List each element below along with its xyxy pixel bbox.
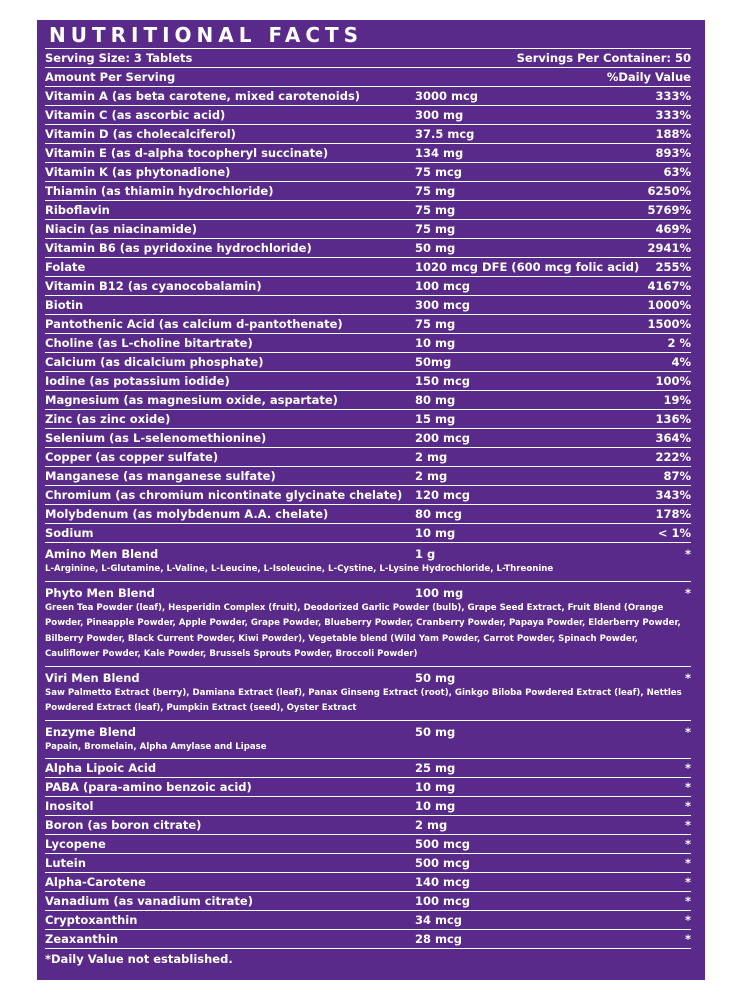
nutrient-row <box>45 797 691 816</box>
nutrient-name: Inositol <box>45 799 94 813</box>
nutrient-row <box>45 448 691 467</box>
nutrient-amount: 120 mcg <box>415 488 471 502</box>
nutrient-daily-value: 2 % <box>667 336 691 350</box>
nutrient-amount: 37.5 mcg <box>415 127 475 141</box>
nutrient-daily-value: 6250% <box>647 184 691 198</box>
nutrient-name: Pantothenic Acid (as calcium d-pantothenate) <box>45 317 343 331</box>
nutrient-amount: 2 mg <box>415 818 448 832</box>
blend-amount: 50 mg <box>415 724 456 739</box>
nutrient-row <box>45 873 691 892</box>
nutrient-row <box>45 201 691 220</box>
nutrient-name: Vitamin A (as beta carotene, mixed carotenoids) <box>45 89 361 103</box>
nutrient-name: Selenium (as L-selenomethionine) <box>45 431 267 445</box>
nutrient-amount: 80 mcg <box>415 507 463 521</box>
nutrient-amount: 50 mg <box>415 241 456 255</box>
nutrient-daily-value: * <box>684 856 691 870</box>
nutrient-row <box>45 372 691 391</box>
nutrient-amount: 150 mcg <box>415 374 471 388</box>
blend-ingredients: Saw Palmetto Extract (berry), Damiana Extract (leaf), Panax Ginseng Extract (root), Ginkgo Biloba Powdered Extract (leaf), Nettles Powdered Extract (leaf), Pumpkin Extract (seed), Oyster Extract <box>45 687 682 713</box>
nutrient-daily-value: * <box>684 932 691 946</box>
nutrient-name: Lutein <box>45 856 86 870</box>
nutrient-daily-value: 188% <box>655 127 691 141</box>
nutrient-amount: 25 mg <box>415 761 456 775</box>
nutrient-amount: 2 mg <box>415 450 448 464</box>
nutrient-row <box>45 106 691 125</box>
nutrient-row <box>45 391 691 410</box>
blend-name: Amino Men Blend <box>45 547 159 561</box>
blend-name: Enzyme Blend <box>45 724 136 739</box>
nutrient-name: Riboflavin <box>45 203 110 217</box>
nutrient-row <box>45 296 691 315</box>
nutrient-daily-value: 178% <box>655 507 691 521</box>
nutrient-amount: 75 mg <box>415 317 456 331</box>
nutrient-row <box>45 163 691 182</box>
blend-header <box>45 585 691 601</box>
nutrient-daily-value: 5769% <box>647 203 691 217</box>
nutrient-amount: 75 mcg <box>415 165 463 179</box>
nutrient-amount: 15 mg <box>415 412 456 426</box>
nutrient-daily-value: 222% <box>655 450 691 464</box>
nutrient-daily-value: 1500% <box>647 317 691 331</box>
nutrient-list <box>45 87 691 543</box>
nutrient-daily-value: * <box>684 875 691 889</box>
nutrient-name: Niacin (as niacinamide) <box>45 222 197 236</box>
daily-value-label: %Daily Value <box>606 70 691 84</box>
blend-header <box>45 724 691 740</box>
nutrient-name: Vitamin B6 (as pyridoxine hydrochloride) <box>45 241 312 255</box>
nutrient-amount: 10 mg <box>415 336 456 350</box>
nutrient-row <box>45 854 691 873</box>
nutrient-daily-value: 255% <box>655 260 691 274</box>
nutrient-daily-value: * <box>684 818 691 832</box>
serving-size: Serving Size: 3 Tablets <box>45 51 193 65</box>
nutrient-amount: 10 mg <box>415 780 456 794</box>
nutrient-row <box>45 930 691 949</box>
nutrient-amount: 500 mcg <box>415 856 471 870</box>
nutrient-name: Biotin <box>45 298 84 312</box>
nutrient-amount: 100 mcg <box>415 894 471 908</box>
nutrient-daily-value: < 1% <box>657 526 691 540</box>
nutrient-name: Calcium (as dicalcium phosphate) <box>45 355 264 369</box>
nutrient-amount: 500 mcg <box>415 837 471 851</box>
blend-name: Phyto Men Blend <box>45 585 155 600</box>
nutrient-name: Copper (as copper sulfate) <box>45 450 219 464</box>
nutrient-amount: 75 mg <box>415 222 456 236</box>
footnote: *Daily Value not established. <box>45 952 233 966</box>
nutrient-row <box>45 835 691 854</box>
nutrient-amount: 75 mg <box>415 203 456 217</box>
panel-title: NUTRITIONAL FACTS <box>45 20 691 49</box>
nutrient-amount: 10 mg <box>415 799 456 813</box>
nutrient-daily-value: * <box>684 837 691 851</box>
blend-amount: 50 mg <box>415 670 456 685</box>
nutrient-row <box>45 258 691 277</box>
nutrient-daily-value: 4167% <box>647 279 691 293</box>
nutrient-name: Alpha Lipoic Acid <box>45 761 157 775</box>
nutrient-amount: 1020 mcg DFE (600 mcg folic acid) <box>415 260 640 274</box>
column-header <box>45 68 691 87</box>
nutrient-name: Vitamin B12 (as cyanocobalamin) <box>45 279 262 293</box>
blend-block <box>45 543 691 582</box>
nutrient-name: Vitamin C (as ascorbic acid) <box>45 108 226 122</box>
servings-per-container: Servings Per Container: 50 <box>516 51 691 65</box>
blend-list <box>45 543 691 759</box>
nutrient-name: Thiamin (as thiamin hydrochloride) <box>45 184 274 198</box>
nutrient-row <box>45 334 691 353</box>
nutrient-name: Vanadium (as vanadium citrate) <box>45 894 253 908</box>
nutrient-name: Choline (as L-choline bitartrate) <box>45 336 253 350</box>
nutrient-daily-value: 333% <box>655 89 691 103</box>
nutrient-amount: 300 mg <box>415 108 464 122</box>
nutrient-daily-value: 63% <box>663 165 691 179</box>
blend-daily-value: * <box>684 724 691 739</box>
nutrient-row <box>45 239 691 258</box>
amount-per-serving-label: Amount Per Serving <box>45 70 176 84</box>
nutrient-name: Iodine (as potassium iodide) <box>45 374 230 388</box>
other-ingredient-list <box>45 759 691 949</box>
blend-block <box>45 667 691 721</box>
nutrient-row <box>45 816 691 835</box>
nutrient-row <box>45 429 691 448</box>
nutrient-row <box>45 277 691 296</box>
blend-amount: 1 g <box>415 547 436 561</box>
blend-header <box>45 670 691 686</box>
nutrient-daily-value: 87% <box>663 469 691 483</box>
blend-block <box>45 721 691 760</box>
nutrient-daily-value: 1000% <box>647 298 691 312</box>
blend-amount: 100 mg <box>415 585 464 600</box>
nutrient-name: Boron (as boron citrate) <box>45 818 202 832</box>
nutrition-facts-panel <box>37 20 705 980</box>
nutrient-row <box>45 486 691 505</box>
nutrient-name: Vitamin E (as d-alpha tocopheryl succinate) <box>45 146 329 160</box>
nutrient-daily-value: * <box>684 799 691 813</box>
nutrient-amount: 28 mcg <box>415 932 463 946</box>
blend-header <box>45 546 691 562</box>
nutrient-name: PABA (para-amino benzoic acid) <box>45 780 252 794</box>
blend-daily-value: * <box>684 547 691 561</box>
nutrient-amount: 200 mcg <box>415 431 471 445</box>
nutrient-amount: 50mg <box>415 355 452 369</box>
nutrient-daily-value: * <box>684 894 691 908</box>
blend-ingredients: L-Arginine, L-Glutamine, L-Valine, L-Leucine, L-Isoleucine, L-Cystine, L-Lysine Hydrochloride, L-Threonine <box>45 564 554 574</box>
nutrient-row <box>45 220 691 239</box>
blend-ingredients: Green Tea Powder (leaf), Hesperidin Complex (fruit), Deodorized Garlic Powder (bulb), Grape Seed Extract, Fruit Blend (Orange Powder, Pineapple Powder, Apple Powder, Grape Powder, Blueberry Powder, Cranberry Powder, Papaya Powder, Elderberry Powder, Bilberry Powder, Black Current Powder, Kiwi Powder), Vegetable blend (Wild Yam Powder, Carrot Powder, Spinach Powder, Cauliflower Powder, Kale Powder, Brussels Sprouts Powder, Broccoli Powder) <box>45 602 681 659</box>
nutrient-daily-value: 4% <box>671 355 691 369</box>
nutrient-amount: 300 mcg <box>415 298 471 312</box>
nutrient-daily-value: * <box>684 913 691 927</box>
nutrient-name: Sodium <box>45 526 94 540</box>
nutrient-amount: 10 mg <box>415 526 456 540</box>
nutrient-daily-value: 19% <box>663 393 691 407</box>
nutrient-row <box>45 353 691 372</box>
nutrient-daily-value: 343% <box>655 488 691 502</box>
nutrient-row <box>45 892 691 911</box>
nutrient-name: Zeaxanthin <box>45 932 119 946</box>
nutrient-row <box>45 911 691 930</box>
nutrient-amount: 134 mg <box>415 146 464 160</box>
nutrient-daily-value: * <box>684 761 691 775</box>
nutrient-daily-value: 893% <box>655 146 691 160</box>
nutrient-daily-value: 136% <box>655 412 691 426</box>
nutrient-daily-value: 469% <box>655 222 691 236</box>
nutrient-name: Manganese (as manganese sulfate) <box>45 469 276 483</box>
nutrient-amount: 75 mg <box>415 184 456 198</box>
nutrient-row <box>45 315 691 334</box>
nutrient-name: Magnesium (as magnesium oxide, aspartate) <box>45 393 338 407</box>
nutrient-row <box>45 144 691 163</box>
nutrient-row <box>45 182 691 201</box>
nutrient-daily-value: * <box>684 780 691 794</box>
nutrient-name: Alpha-Carotene <box>45 875 146 889</box>
nutrient-row <box>45 505 691 524</box>
nutrient-daily-value: 333% <box>655 108 691 122</box>
nutrient-name: Cryptoxanthin <box>45 913 138 927</box>
nutrient-row <box>45 87 691 106</box>
nutrient-daily-value: 2941% <box>647 241 691 255</box>
nutrient-name: Vitamin K (as phytonadione) <box>45 165 231 179</box>
nutrient-row <box>45 759 691 778</box>
nutrient-row <box>45 778 691 797</box>
blend-block <box>45 582 691 667</box>
nutrient-amount: 100 mcg <box>415 279 471 293</box>
blend-daily-value: * <box>684 585 691 600</box>
nutrient-amount: 80 mg <box>415 393 456 407</box>
nutrient-row <box>45 410 691 429</box>
nutrient-row <box>45 125 691 144</box>
nutrient-name: Folate <box>45 260 86 274</box>
nutrient-amount: 140 mcg <box>415 875 471 889</box>
nutrient-row <box>45 524 691 543</box>
nutrient-name: Chromium (as chromium nicontinate glycinate chelate) <box>45 488 403 502</box>
nutrient-amount: 34 mcg <box>415 913 463 927</box>
nutrient-name: Vitamin D (as cholecalciferol) <box>45 127 236 141</box>
nutrient-name: Lycopene <box>45 837 106 851</box>
nutrient-daily-value: 364% <box>655 431 691 445</box>
nutrient-name: Molybdenum (as molybdenum A.A. chelate) <box>45 507 329 521</box>
blend-daily-value: * <box>684 670 691 685</box>
nutrient-row <box>45 467 691 486</box>
blend-name: Viri Men Blend <box>45 670 140 685</box>
serving-info <box>45 49 691 68</box>
nutrient-amount: 3000 mcg <box>415 89 479 103</box>
nutrient-amount: 2 mg <box>415 469 448 483</box>
blend-ingredients: Papain, Bromelain, Alpha Amylase and Lipase <box>45 741 267 752</box>
nutrient-daily-value: 100% <box>655 374 691 388</box>
nutrient-name: Zinc (as zinc oxide) <box>45 412 171 426</box>
